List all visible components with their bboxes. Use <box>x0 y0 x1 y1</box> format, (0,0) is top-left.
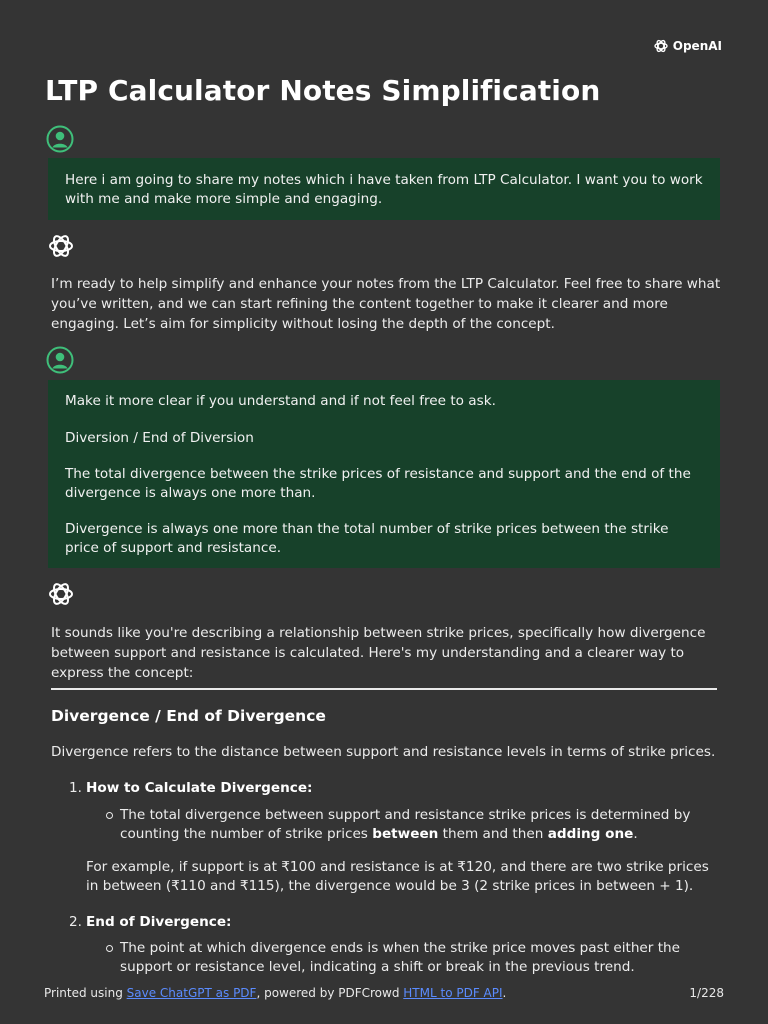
list-item <box>51 779 721 894</box>
bullet-item: The total divergence between support and resistance strike prices is determined by counting the number of strike prices between them and then adding one. <box>120 806 720 844</box>
list-item <box>51 913 721 973</box>
brand-name: OpenAI <box>672 39 722 53</box>
message-text: Here i am going to share my notes which i have taken from LTP Calculator. I want you to work with me and make more simple and engaging. <box>65 172 703 207</box>
section-heading: Divergence / End of Divergence <box>51 707 326 725</box>
page-title: LTP Calculator Notes Simplification <box>45 74 601 107</box>
divider <box>51 688 717 690</box>
message-paragraph: The total divergence between the strike prices of resistance and support and the end of the divergence is always one more than. <box>65 466 691 501</box>
chatgpt-avatar-icon <box>47 232 75 260</box>
user-avatar-icon <box>46 346 74 374</box>
example-paragraph: For example, if support is at ₹100 and resistance is at ₹120, and there are two strike prices in between (₹110 and ₹115), the divergence would be 3 (2 strike prices in between + 1). <box>86 859 709 894</box>
bold-text: between <box>372 826 439 842</box>
assistant-message-1 <box>51 274 721 334</box>
bullet-circle-icon <box>106 945 113 952</box>
assistant-message-2-intro <box>51 623 721 683</box>
bullet-circle-icon <box>106 812 113 819</box>
footer: Printed using Save ChatGPT as PDF, powered by PDFCrowd HTML to PDF API. <box>44 986 507 1000</box>
section-intro: Divergence refers to the distance between support and resistance levels in terms of strike prices. <box>51 744 716 760</box>
message-paragraph: Divergence is always one more than the total number of strike prices between the strike price of support and resistance. <box>65 521 669 556</box>
message-paragraph: Diversion / End of Diversion <box>65 429 254 446</box>
chatgpt-avatar-icon <box>47 580 75 608</box>
openai-brand <box>653 38 722 54</box>
message-text: I’m ready to help simplify and enhance your notes from the LTP Calculator. Feel free to share what you’ve written, and we can start refining the content together to make it clearer and more engaging. Let’s aim for simplicity without losing the depth of the concept. <box>51 276 721 332</box>
bold-text: adding one <box>547 826 634 842</box>
openai-logo-icon <box>653 38 669 54</box>
bullet-item: The point at which divergence ends is when the strike price moves past either the support or resistance level, indicating a shift or break in the previous trend. <box>120 939 720 977</box>
html-to-pdf-api-link[interactable]: HTML to PDF API <box>403 986 503 1000</box>
list-number: 2. <box>69 914 82 930</box>
user-message-1 <box>48 158 720 220</box>
page-number: 1/228 <box>689 986 724 1000</box>
user-message-2 <box>48 380 720 568</box>
list-number: 1. <box>69 780 82 796</box>
message-text: It sounds like you're describing a relationship between strike prices, specifically how divergence between support and resistance is calculated. Here's my understanding and a clearer way to express the concept: <box>51 625 706 681</box>
save-chatgpt-pdf-link[interactable]: Save ChatGPT as PDF <box>126 986 257 1000</box>
list-heading: End of Divergence: <box>86 914 232 930</box>
user-avatar-icon <box>46 125 74 153</box>
list-heading: How to Calculate Divergence: <box>86 780 313 796</box>
message-paragraph: Make it more clear if you understand and if not feel free to ask. <box>65 393 496 409</box>
